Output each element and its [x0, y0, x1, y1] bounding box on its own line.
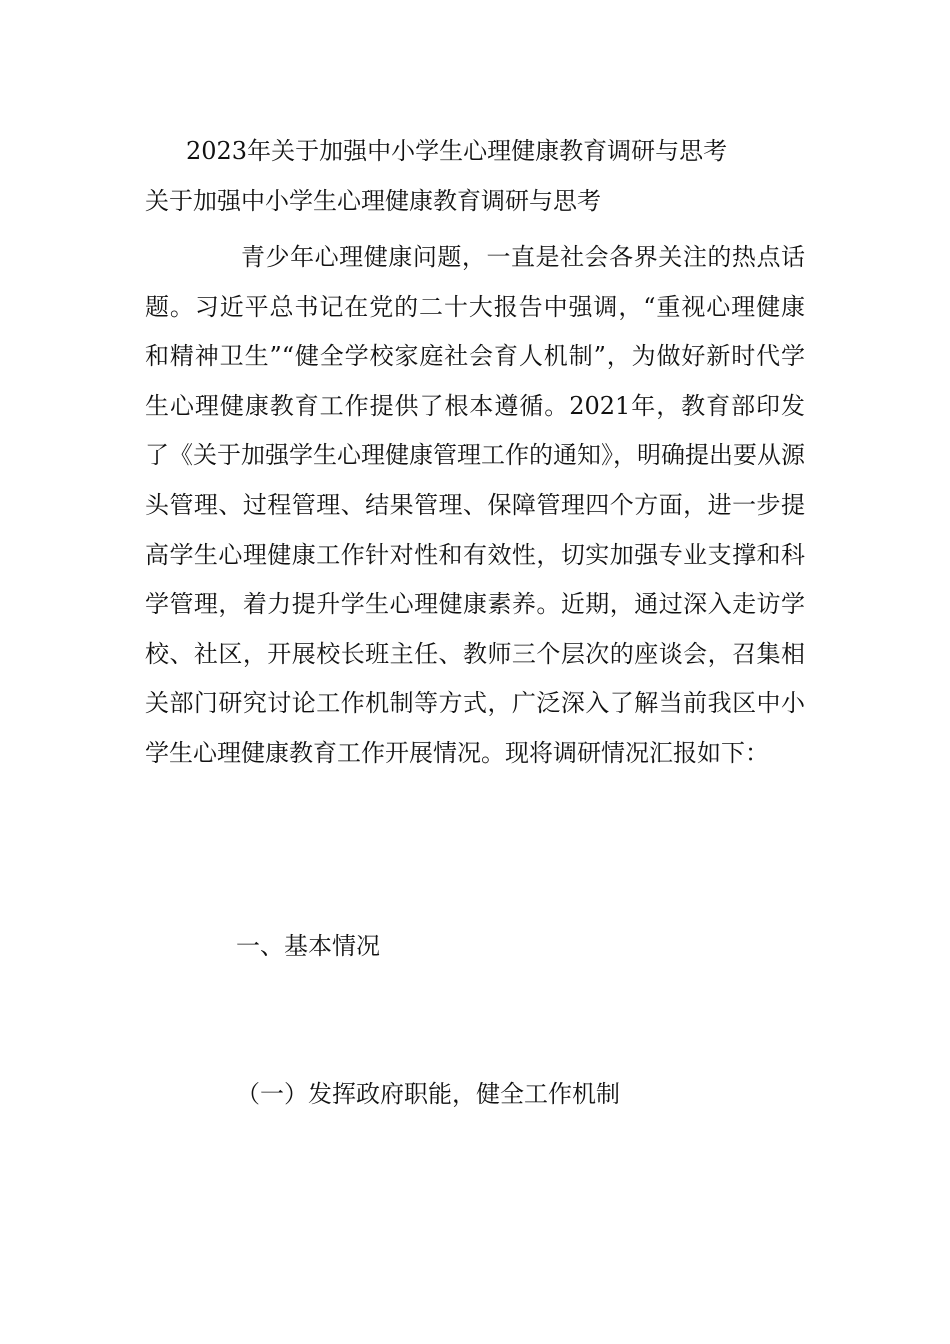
subsection-heading-government-function: （一）发挥政府职能，健全工作机制 — [236, 1080, 620, 1108]
section-heading-basic-situation: 一、基本情况 — [236, 932, 380, 960]
document-title: 2023年关于加强中小学生心理健康教育调研与思考 — [186, 137, 728, 165]
intro-paragraph: 青少年心理健康问题，一直是社会各界关注的热点话题。习近平总书记在党的二十大报告中强调，“重视心理健康和精神卫生”“健全学校家庭社会育人机制”，为做好新时代学生心理健康教育工作提供了根本遵循。2021年，教育部印发了《关于加强学生心理健康管理工作的通知》，明确提出要从源头管理、过程管理、结果管理、保障管理四个方面，进一步提高学生心理健康工作针对性和有效性，切实加强专业支撑和科学管理，着力提升学生心理健康素养。近期，通过深入走访学校、社区，开展校长班主任、教师三个层次的座谈会，召集相关部门研究讨论工作机制等方式，广泛深入了解当前我区中小学生心理健康教育工作开展情况。现将调研情况汇报如下： — [145, 243, 805, 767]
document-subtitle: 关于加强中小学生心理健康教育调研与思考 — [145, 187, 601, 215]
